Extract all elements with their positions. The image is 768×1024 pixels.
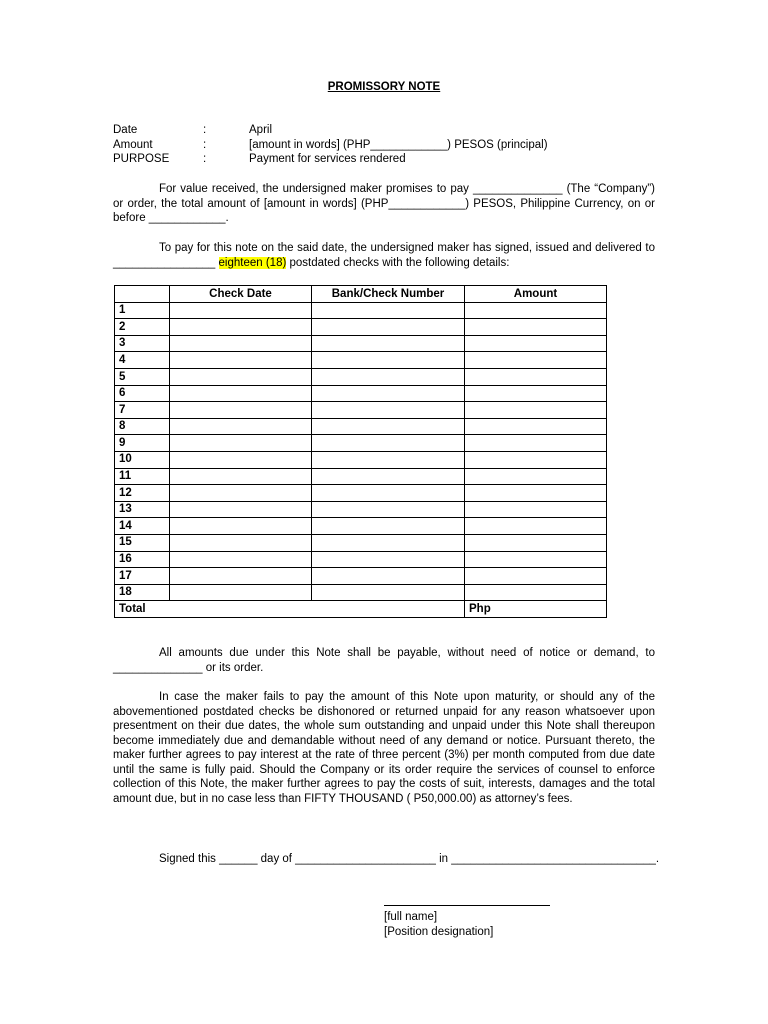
row-number: 8 (115, 418, 170, 435)
info-colon: : (203, 138, 207, 151)
amount-cell (465, 368, 607, 385)
check-date-cell (170, 435, 312, 452)
table-row (115, 368, 607, 385)
info-colon: : (203, 153, 207, 165)
check-date-cell (170, 368, 312, 385)
bank-check-number-cell (312, 518, 465, 535)
table-row (115, 402, 607, 419)
check-date-cell (170, 418, 312, 435)
table-total-row (115, 601, 607, 618)
row-number: 9 (115, 435, 170, 452)
amount-cell (465, 435, 607, 452)
info-value: Payment for services rendered (249, 153, 406, 165)
info-value: April (249, 124, 273, 136)
table-row (115, 584, 607, 601)
amount-cell (465, 352, 607, 369)
table-row (115, 385, 607, 402)
row-number: 10 (115, 451, 170, 468)
info-label: Amount (113, 138, 153, 151)
amount-cell (465, 518, 607, 535)
row-number: 18 (115, 584, 170, 601)
row-number: 13 (115, 501, 170, 518)
highlighted-text: eighteen (18) (218, 256, 287, 269)
row-number: 17 (115, 568, 170, 585)
bank-check-number-cell (312, 551, 465, 568)
bank-check-number-cell (312, 319, 465, 336)
info-row-purpose (113, 152, 548, 167)
table-row (115, 518, 607, 535)
check-date-cell (170, 485, 312, 502)
row-number: 11 (115, 468, 170, 485)
column-header-bank-check-number: Bank/Check Number (312, 286, 465, 303)
info-block (113, 123, 548, 167)
row-number: 12 (115, 485, 170, 502)
check-date-cell (170, 568, 312, 585)
paragraph-value-received: For value received, the undersigned maker promises to pay ______________ (The “Company”) or order, the total amount of [amount in words] (PHP____________) PESOS, Philippine Currency, on or before ____________. (113, 183, 655, 224)
table-row (115, 352, 607, 369)
table-header-row (115, 286, 607, 303)
table-row (115, 319, 607, 336)
signed-line: Signed this ______ day of ______________________ in ________________________________. (159, 853, 660, 865)
amount-cell (465, 501, 607, 518)
amount-cell (465, 302, 607, 319)
signature-line (384, 905, 550, 906)
check-date-cell (170, 468, 312, 485)
total-label: Total (115, 601, 465, 618)
bank-check-number-cell (312, 402, 465, 419)
amount-cell (465, 485, 607, 502)
column-header-check-date: Check Date (170, 286, 312, 303)
table-row (115, 418, 607, 435)
amount-cell (465, 418, 607, 435)
bank-check-number-cell (312, 501, 465, 518)
bank-check-number-cell (312, 568, 465, 585)
check-date-cell (170, 402, 312, 419)
check-date-cell (170, 319, 312, 336)
check-date-cell (170, 534, 312, 551)
amount-cell (465, 534, 607, 551)
table-row (115, 335, 607, 352)
row-number: 7 (115, 402, 170, 419)
paragraph-text: postdated checks with the following details: (286, 256, 510, 269)
document-title: PROMISSORY NOTE (327, 81, 441, 93)
bank-check-number-cell (312, 435, 465, 452)
paragraph-default-terms: In case the maker fails to pay the amount of this Note upon maturity, or should any of the abovementioned postdated checks be dishonored or returned unpaid for any reason whatsoever upon presentment on their due dates, the whole sum outstanding and unpaid under this Note shall thereupon become immediately due and demandable without need of any demand or notice. Pursuant thereto, the maker further agrees to pay interest at the rate of three percent (3%) per month computed from due date until the same is fully paid. Should the Company or its order require the services of counsel to enforce collection of this Note, the maker further agrees to pay the costs of suit, interests, damages and the total amount due, but in no case less than FIFTY THOUSAND ( P50,000.00) as attorney’s fees. (113, 691, 655, 805)
amount-cell (465, 335, 607, 352)
bank-check-number-cell (312, 352, 465, 369)
table-row (115, 534, 607, 551)
table-row (115, 485, 607, 502)
row-number: 3 (115, 335, 170, 352)
bank-check-number-cell (312, 468, 465, 485)
table-row (115, 302, 607, 319)
paragraph-text: To pay for this note on the said date, the undersigned maker has signed, issued and delivered to ________________ (113, 242, 655, 269)
row-number: 2 (115, 319, 170, 336)
bank-check-number-cell (312, 385, 465, 402)
check-date-cell (170, 501, 312, 518)
bank-check-number-cell (312, 584, 465, 601)
column-header-amount: Amount (465, 286, 607, 303)
bank-check-number-cell (312, 418, 465, 435)
bank-check-number-cell (312, 485, 465, 502)
amount-cell (465, 551, 607, 568)
total-currency: Php (465, 601, 607, 618)
row-number: 4 (115, 352, 170, 369)
amount-cell (465, 319, 607, 336)
signatory-name: [full name] (384, 911, 438, 923)
check-date-cell (170, 551, 312, 568)
check-date-cell (170, 518, 312, 535)
bank-check-number-cell (312, 302, 465, 319)
amount-cell (465, 402, 607, 419)
bank-check-number-cell (312, 368, 465, 385)
table-row (115, 435, 607, 452)
amount-cell (465, 584, 607, 601)
row-number: 1 (115, 302, 170, 319)
table-row (115, 451, 607, 468)
table-row (115, 468, 607, 485)
amount-cell (465, 568, 607, 585)
signatory-position: [Position designation] (384, 926, 494, 938)
table-row (115, 568, 607, 585)
table-row (115, 551, 607, 568)
check-date-cell (170, 302, 312, 319)
info-row-date (113, 123, 548, 138)
amount-cell (465, 451, 607, 468)
table-row (115, 501, 607, 518)
check-date-cell (170, 335, 312, 352)
row-number: 14 (115, 518, 170, 535)
info-label: PURPOSE (113, 153, 170, 165)
info-value: [amount in words] (PHP____________) PESOS (principal) (249, 138, 548, 151)
amount-cell (465, 468, 607, 485)
bank-check-number-cell (312, 534, 465, 551)
row-number: 5 (115, 368, 170, 385)
check-date-cell (170, 385, 312, 402)
paragraph-payable: All amounts due under this Note shall be payable, without need of notice or demand, to ______________ or its order. (113, 647, 655, 674)
info-label: Date (113, 124, 138, 136)
checks-table (114, 285, 607, 618)
bank-check-number-cell (312, 335, 465, 352)
check-date-cell (170, 451, 312, 468)
check-date-cell (170, 352, 312, 369)
row-number: 16 (115, 551, 170, 568)
amount-cell (465, 385, 607, 402)
paragraph-postdated-checks (113, 241, 655, 270)
info-row-amount (113, 138, 548, 153)
row-number: 15 (115, 534, 170, 551)
column-header-number (115, 286, 170, 303)
info-colon: : (203, 124, 207, 136)
row-number: 6 (115, 385, 170, 402)
check-date-cell (170, 584, 312, 601)
bank-check-number-cell (312, 451, 465, 468)
